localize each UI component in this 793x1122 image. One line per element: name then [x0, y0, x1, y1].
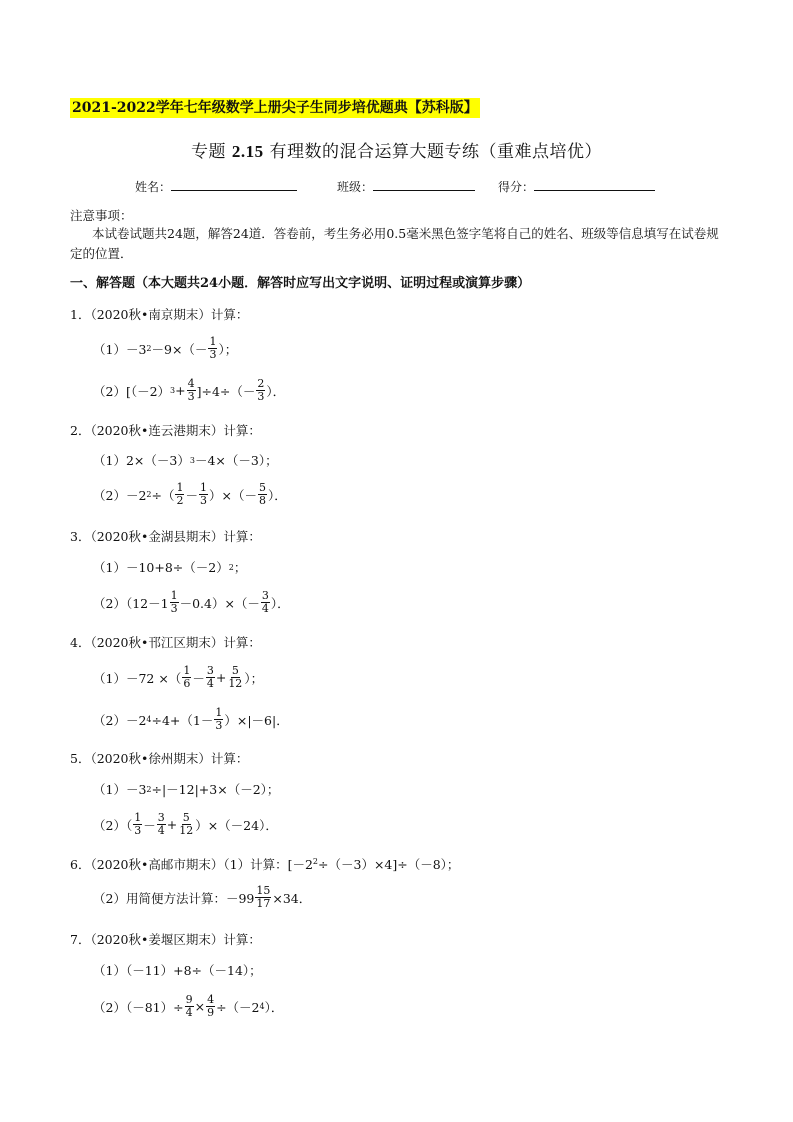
- numerator: 4: [207, 993, 215, 1006]
- numerator: 5: [182, 811, 190, 824]
- numerator: 15: [256, 884, 271, 897]
- fraction: [255, 885, 271, 910]
- text: ÷（－3）×4]÷（－8）；: [318, 857, 460, 872]
- class-blank[interactable]: [373, 178, 475, 191]
- denominator: 3: [257, 390, 265, 403]
- text: ；: [233, 560, 247, 575]
- fraction: [187, 378, 196, 403]
- numerator: 1: [209, 335, 217, 348]
- text: （1）－3: [93, 782, 147, 797]
- text: （2）（: [93, 817, 133, 833]
- text: ）．: [266, 383, 286, 399]
- q2-part-2: [93, 482, 287, 507]
- title-prefix: 专题: [190, 142, 226, 162]
- text: ）．: [270, 595, 290, 611]
- text: （1）2×（－3）: [93, 453, 190, 468]
- denominator: 3: [134, 824, 142, 837]
- text: ）×（－: [209, 487, 257, 503]
- question-3: 3．（2020秋•金湖县期末）计算：: [70, 529, 261, 544]
- text: －4×（－3）；: [194, 453, 278, 468]
- numerator: 5: [231, 664, 239, 677]
- text: ）；: [218, 341, 238, 357]
- fraction: [261, 590, 270, 615]
- fraction: [256, 378, 265, 403]
- question-4: 4．（2020秋•邗江区期末）计算：: [70, 635, 261, 650]
- q6-part-2: [93, 885, 311, 910]
- q2-part-1: [93, 451, 278, 469]
- q3-part-1: [93, 558, 246, 576]
- denominator: 4: [261, 602, 269, 615]
- text: （2）用简便方法计算：－99: [93, 890, 255, 906]
- denominator: 9: [207, 1006, 215, 1019]
- denominator: 3: [215, 719, 223, 732]
- denominator: 12: [179, 824, 194, 837]
- text: （2）[（－2）: [93, 383, 171, 399]
- text: ÷（－2: [216, 999, 260, 1015]
- denominator: 4: [157, 824, 165, 837]
- q7-part-2: [93, 994, 283, 1019]
- q5-part-1: [93, 780, 279, 798]
- denominator: 17: [256, 897, 271, 910]
- numerator: 1: [183, 664, 191, 677]
- text: （1）－3: [93, 341, 147, 357]
- text: +: [175, 383, 186, 398]
- q5-part-2: [93, 812, 278, 837]
- text: ）×（－24）．: [195, 817, 278, 833]
- exponent: 3: [189, 455, 195, 465]
- exponent: 2: [146, 344, 152, 353]
- exponent: 2: [146, 490, 152, 499]
- denominator: 4: [206, 677, 214, 690]
- fraction: [208, 336, 217, 361]
- fraction: [175, 482, 184, 507]
- q1-part-1: [93, 336, 237, 361]
- notice-heading: 注意事项：: [70, 208, 133, 223]
- fraction: [227, 665, 243, 690]
- numerator: 3: [206, 664, 214, 677]
- text: （1）－10+8÷（－2）: [93, 560, 229, 575]
- question-6: [70, 855, 459, 873]
- text: －: [185, 487, 198, 503]
- numerator: 3: [261, 589, 269, 602]
- q1-part-2: [93, 378, 285, 403]
- notice-text: 本试卷试题共24题，解答24道．答卷前，考生务必用0.5毫米黑色签字笔将自己的姓名、班级等信息填写在试卷规定的位置．: [70, 226, 719, 261]
- text: －: [143, 817, 156, 833]
- numerator: 1: [170, 589, 178, 602]
- denominator: 2: [176, 494, 184, 507]
- q3-part-2: [93, 590, 290, 615]
- exponent: 2: [312, 856, 319, 866]
- numerator: 9: [185, 993, 193, 1006]
- fraction: [185, 994, 194, 1019]
- text: （1）（－11）+8÷（－14）；: [93, 963, 262, 978]
- text: （2）（－81）÷: [93, 999, 184, 1015]
- numerator: 4: [187, 377, 195, 390]
- denominator: 3: [170, 602, 178, 615]
- fraction: [178, 812, 194, 837]
- series-banner: 2021-2022学年七年级数学上册尖子生同步培优题典【苏科版】: [72, 100, 478, 116]
- numerator: 1: [200, 481, 207, 494]
- exponent: 2: [228, 562, 234, 572]
- name-field[interactable]: [135, 178, 297, 195]
- text: ）；: [244, 670, 264, 686]
- title-rest: 有理数的混合运算大题专练（重难点培优）: [269, 142, 603, 162]
- name-blank[interactable]: [171, 178, 297, 191]
- question-2: 2．（2020秋•连云港期末）计算：: [70, 423, 261, 438]
- question-7: 7．（2020秋•姜堰区期末）计算：: [70, 932, 261, 947]
- title-number: 2.15: [231, 142, 264, 161]
- text: +: [215, 670, 227, 685]
- numerator: 1: [215, 706, 223, 719]
- fraction: [206, 994, 215, 1019]
- text: －9×（－: [151, 341, 208, 357]
- text: （2）（12－1: [93, 595, 169, 611]
- exponent: 2: [146, 784, 152, 794]
- fraction: [182, 665, 191, 690]
- fraction: [133, 812, 142, 837]
- text: ）．: [264, 999, 284, 1015]
- page-title: [0, 137, 793, 162]
- score-label: 得分：: [498, 180, 535, 194]
- text: －: [192, 670, 205, 686]
- text: ÷|－12|+3×（－2）；: [151, 782, 280, 797]
- text: +: [166, 817, 178, 832]
- text: （2）－2: [93, 487, 147, 503]
- question-5: 5．（2020秋•徐州期末）计算：: [70, 751, 249, 766]
- denominator: 3: [209, 348, 217, 361]
- score-field[interactable]: [498, 178, 655, 195]
- q4-part-1: [93, 665, 263, 690]
- text: ×34．: [272, 890, 312, 906]
- numerator: 3: [157, 811, 165, 824]
- denominator: 3: [200, 494, 207, 507]
- question-1: 1．（2020秋•南京期末）计算：: [70, 307, 249, 322]
- section-title: 一、解答题（本大题共24小题．解答时应写出文字说明、证明过程或演算步骤）: [70, 276, 531, 291]
- fraction: [258, 482, 267, 507]
- denominator: 3: [187, 390, 195, 403]
- exponent: 3: [170, 386, 176, 395]
- text: ÷4+（1－: [151, 712, 214, 728]
- class-field[interactable]: [337, 178, 475, 195]
- text: ]÷4÷（－: [196, 383, 256, 399]
- fraction: [157, 812, 166, 837]
- text: （2）－2: [93, 712, 147, 728]
- fraction: [199, 482, 208, 507]
- exponent: 4: [259, 1002, 265, 1011]
- fraction: [206, 665, 215, 690]
- class-label: 班级：: [337, 180, 374, 194]
- numerator: 1: [176, 481, 184, 494]
- text: ×: [194, 999, 206, 1014]
- numerator: 5: [258, 481, 266, 494]
- name-label: 姓名：: [135, 180, 172, 194]
- text: －0.4）×（－: [179, 595, 260, 611]
- text: ）×|－6|．: [224, 712, 289, 728]
- denominator: 4: [185, 1006, 193, 1019]
- score-blank[interactable]: [534, 178, 655, 191]
- denominator: 8: [258, 494, 266, 507]
- q7-part-1: [93, 961, 262, 979]
- numerator: 2: [257, 377, 265, 390]
- text: （1）－72 ×（: [93, 670, 182, 686]
- denominator: 6: [183, 677, 191, 690]
- text: ÷（: [151, 487, 175, 503]
- text: ）．: [267, 487, 287, 503]
- exponent: 4: [146, 715, 152, 724]
- fraction: [214, 707, 223, 732]
- text: 6．（2020秋•高邮市期末）（1）计算：[－2: [70, 857, 313, 872]
- q4-part-2: [93, 707, 289, 732]
- denominator: 12: [228, 677, 243, 690]
- numerator: 1: [134, 811, 142, 824]
- fraction: [170, 590, 179, 615]
